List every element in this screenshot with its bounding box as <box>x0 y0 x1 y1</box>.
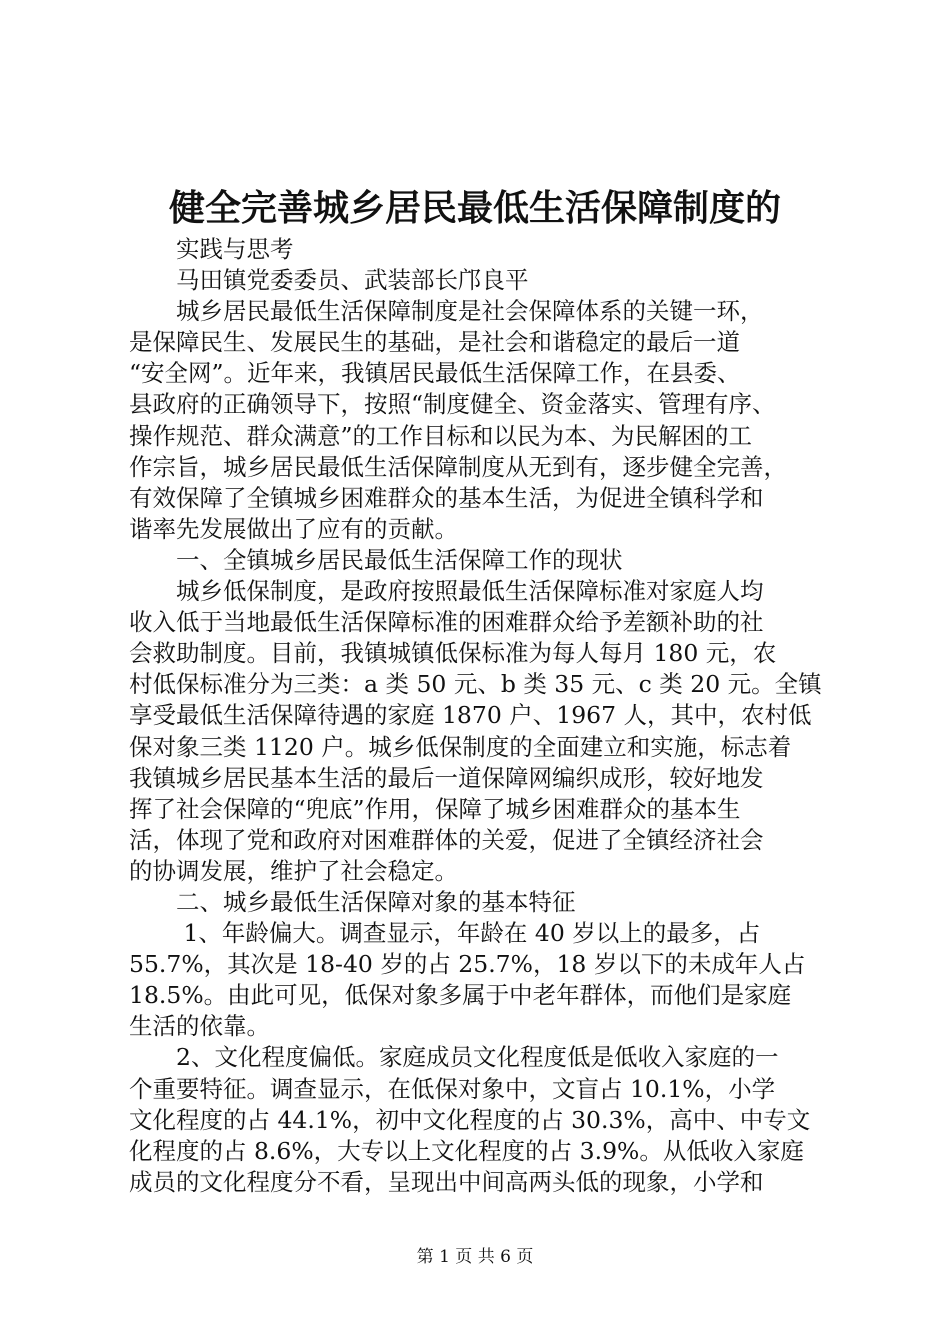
page-footer: 第 1 页 共 6 页 <box>416 1247 534 1267</box>
body-line: 二、城乡最低生活保障对象的基本特征 <box>129 887 576 916</box>
body-line: 是保障民生、发展民生的基础，是社会和谐稳定的最后一道 <box>129 328 740 357</box>
body-line: 2、文化程度偏低。家庭成员文化程度低是低收入家庭的一 <box>129 1043 779 1072</box>
body-line: 成员的文化程度分不看，呈现出中间高两头低的现象，小学和 <box>129 1167 764 1196</box>
body-line: 活，体现了党和政府对困难群体的关爱，促进了全镇经济社会 <box>129 825 764 854</box>
body-line: 有效保障了全镇城乡困难群众的基本生活，为促进全镇科学和 <box>129 483 764 512</box>
body-line: 实践与思考 <box>129 235 294 263</box>
body-line: 挥了社会保障的“兜底”作用，保障了城乡困难群众的基本生 <box>129 794 741 823</box>
body-line: 会救助制度。目前，我镇城镇低保标准为每人每月 180 元，农 <box>129 639 777 668</box>
document-body <box>129 234 829 1198</box>
body-line: 城乡低保制度，是政府按照最低生活保障标准对家庭人均 <box>129 577 764 606</box>
body-line: 城乡居民最低生活保障制度是社会保障体系的关键一环， <box>129 297 764 326</box>
body-line: 1、年龄偏大。调查显示，年龄在 40 岁以上的最多，占 <box>129 919 761 948</box>
body-line: 化程度的占 8.6%，大专以上文化程度的占 3.9%。从低收入家庭 <box>129 1136 804 1165</box>
body-line: 生活的依靠。 <box>129 1012 270 1041</box>
body-line: 收入低于当地最低生活保障标准的困难群众给予差额补助的社 <box>129 608 764 637</box>
body-line: 55.7%，其次是 18-40 岁的占 25.7%，18 岁以下的未成年人占 <box>129 950 806 979</box>
body-line: 村低保标准分为三类：a 类 50 元、b 类 35 元、c 类 20 元。全镇 <box>129 670 822 699</box>
body-line: 操作规范、群众满意”的工作目标和以民为本、为民解困的工 <box>129 421 753 450</box>
body-line: 个重要特征。调查显示，在低保对象中，文盲占 10.1%，小学 <box>129 1074 776 1103</box>
body-line: 18.5%。由此可见，低保对象多属于中老年群体，而他们是家庭 <box>129 981 792 1010</box>
body-line: 谐率先发展做出了应有的贡献。 <box>129 514 458 543</box>
body-line: 保对象三类 1120 户。城乡低保制度的全面建立和实施，标志着 <box>129 732 792 761</box>
document-title: 健全完善城乡居民最低生活保障制度的 <box>168 187 781 229</box>
body-line: “安全网”。近年来，我镇居民最低生活保障工作，在县委、 <box>129 359 741 388</box>
body-line: 文化程度的占 44.1%，初中文化程度的占 30.3%，高中、中专文 <box>129 1105 811 1134</box>
body-line: 马田镇党委委员、武装部长邝良平 <box>129 266 529 295</box>
body-line: 一、全镇城乡居民最低生活保障工作的现状 <box>129 545 623 574</box>
body-line: 享受最低生活保障待遇的家庭 1870 户、1967 人，其中，农村低 <box>129 701 812 730</box>
body-line: 的协调发展，维护了社会稳定。 <box>129 856 458 885</box>
body-line: 我镇城乡居民基本生活的最后一道保障网编织成形，较好地发 <box>129 763 764 792</box>
body-line: 作宗旨，城乡居民最低生活保障制度从无到有，逐步健全完善， <box>129 452 787 481</box>
body-line: 县政府的正确领导下，按照“制度健全、资金落实、管理有序、 <box>129 390 776 419</box>
